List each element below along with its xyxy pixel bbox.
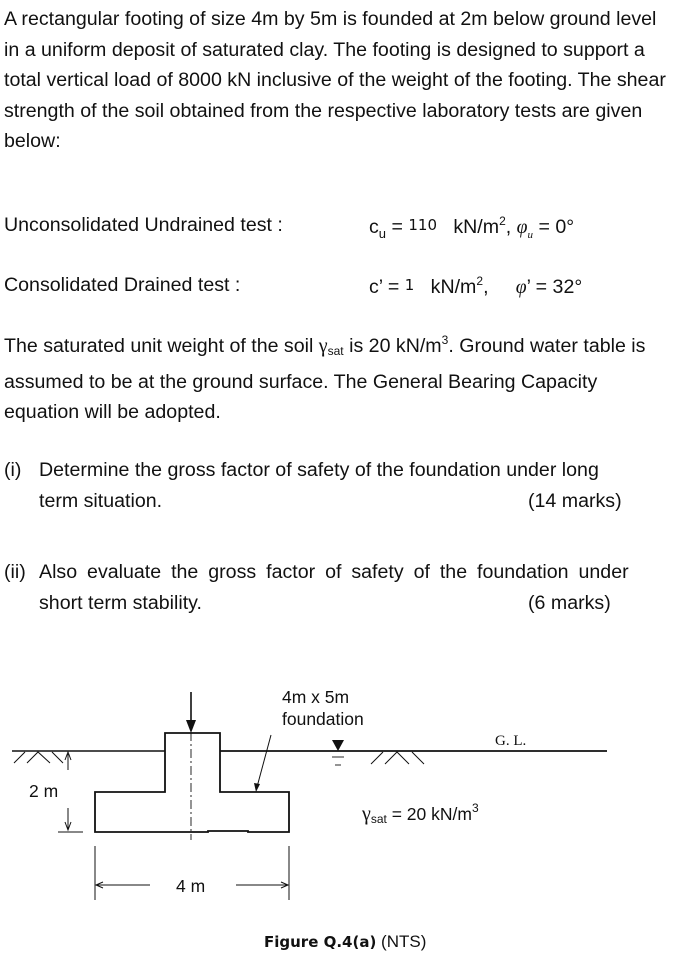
soil-text-1: The saturated unit weight of the soil bbox=[4, 335, 319, 357]
question-number: (i) bbox=[4, 459, 22, 481]
phi-prime-symbol: φ bbox=[515, 277, 527, 298]
intro-paragraph: A rectangular footing of size 4m by 5m is founded at 2m below ground level in a uniform deposit of saturated clay. The footing is designed to support a total vertical load of 8000 kN inclusive of the weight of the footing. The shear strength of the soil obtained from the respective laboratory tests are given below: bbox=[4, 8, 666, 152]
question-number: (ii) bbox=[4, 561, 26, 583]
gamma-glyph: γ bbox=[362, 803, 371, 825]
uu-test-values bbox=[369, 213, 574, 247]
phi-u-value: = 0° bbox=[533, 216, 575, 238]
cd-test-label: Consolidated Drained test : bbox=[4, 274, 241, 296]
cu-value: 110 bbox=[408, 216, 438, 234]
question-2 bbox=[4, 557, 669, 619]
foundation-label-1: 4m x 5m bbox=[282, 687, 350, 707]
footing-outline bbox=[95, 733, 289, 832]
phi-u-subscript: u bbox=[527, 228, 533, 241]
soil-text-3: . Ground water table is assumed to be at the ground surface. The General Bearing Capacity equation will be adopted. bbox=[4, 335, 646, 423]
caption-rest: (NTS) bbox=[376, 932, 427, 951]
uu-test-label: Unconsolidated Undrained test : bbox=[4, 214, 283, 236]
foundation-label-2: foundation bbox=[282, 709, 364, 729]
water-table-icon bbox=[332, 740, 344, 751]
gamma-glyph: γ bbox=[318, 335, 328, 357]
equals-sign: = bbox=[386, 216, 409, 238]
hatch-left-icon bbox=[14, 752, 63, 763]
separator: , bbox=[483, 276, 489, 298]
unit-sup: 3 bbox=[441, 333, 449, 347]
width-arrow-left-icon bbox=[96, 882, 103, 888]
width-label: 4 m bbox=[176, 876, 206, 896]
width-arrow-right-icon bbox=[281, 882, 288, 888]
cu-unit: kN/m bbox=[453, 216, 500, 238]
marks-label: (14 marks) bbox=[528, 489, 622, 512]
caption-bold: Figure Q.4(a) bbox=[264, 933, 377, 951]
figure-caption bbox=[264, 932, 426, 952]
c-prime-unit-sup: 2 bbox=[476, 274, 484, 288]
load-arrow-icon bbox=[186, 720, 196, 733]
c-prime-value: 1 bbox=[404, 276, 415, 294]
phi-prime-value: ’ = 32° bbox=[526, 276, 583, 298]
depth-label: 2 m bbox=[29, 781, 59, 801]
cd-test-values bbox=[369, 273, 582, 300]
c-prime-unit: kN/m bbox=[430, 276, 477, 298]
gamma-sat-label bbox=[362, 803, 479, 830]
leader-arrow-icon bbox=[254, 783, 260, 792]
question-text-line1: Determine the gross factor of safety of the foundation under long bbox=[39, 459, 599, 481]
phi-u-symbol bbox=[516, 217, 533, 241]
question-text-line2: short term stability. bbox=[39, 591, 202, 614]
gamma-subscript: sat bbox=[370, 812, 387, 826]
c-prime-symbol: c’ = bbox=[369, 276, 405, 298]
soil-text-2: is 20 kN/m bbox=[343, 335, 442, 357]
cu-unit-sup: 2 bbox=[499, 214, 506, 228]
cu-symbol: c bbox=[369, 216, 379, 238]
question-1 bbox=[4, 455, 669, 517]
gamma-subscript: sat bbox=[327, 344, 344, 358]
gamma-sat-symbol bbox=[319, 335, 344, 357]
question-text-line1: Also evaluate the gross factor of safety of the foundation under bbox=[39, 561, 629, 583]
cu-subscript: u bbox=[378, 225, 387, 241]
hatch-right-icon bbox=[371, 752, 424, 764]
ground-level-label: G. L. bbox=[495, 733, 527, 749]
question-text-line2: term situation. bbox=[39, 489, 163, 512]
phi-glyph: φ bbox=[516, 217, 528, 238]
soil-paragraph bbox=[4, 331, 664, 428]
depth-arrow-up-icon bbox=[65, 752, 71, 760]
gamma-sup: 3 bbox=[471, 801, 479, 815]
gamma-value: = 20 kN/m bbox=[386, 804, 472, 824]
depth-arrow-down-icon bbox=[65, 822, 71, 830]
leader-line bbox=[257, 735, 271, 787]
marks-label: (6 marks) bbox=[528, 591, 611, 614]
separator: , bbox=[505, 216, 517, 238]
